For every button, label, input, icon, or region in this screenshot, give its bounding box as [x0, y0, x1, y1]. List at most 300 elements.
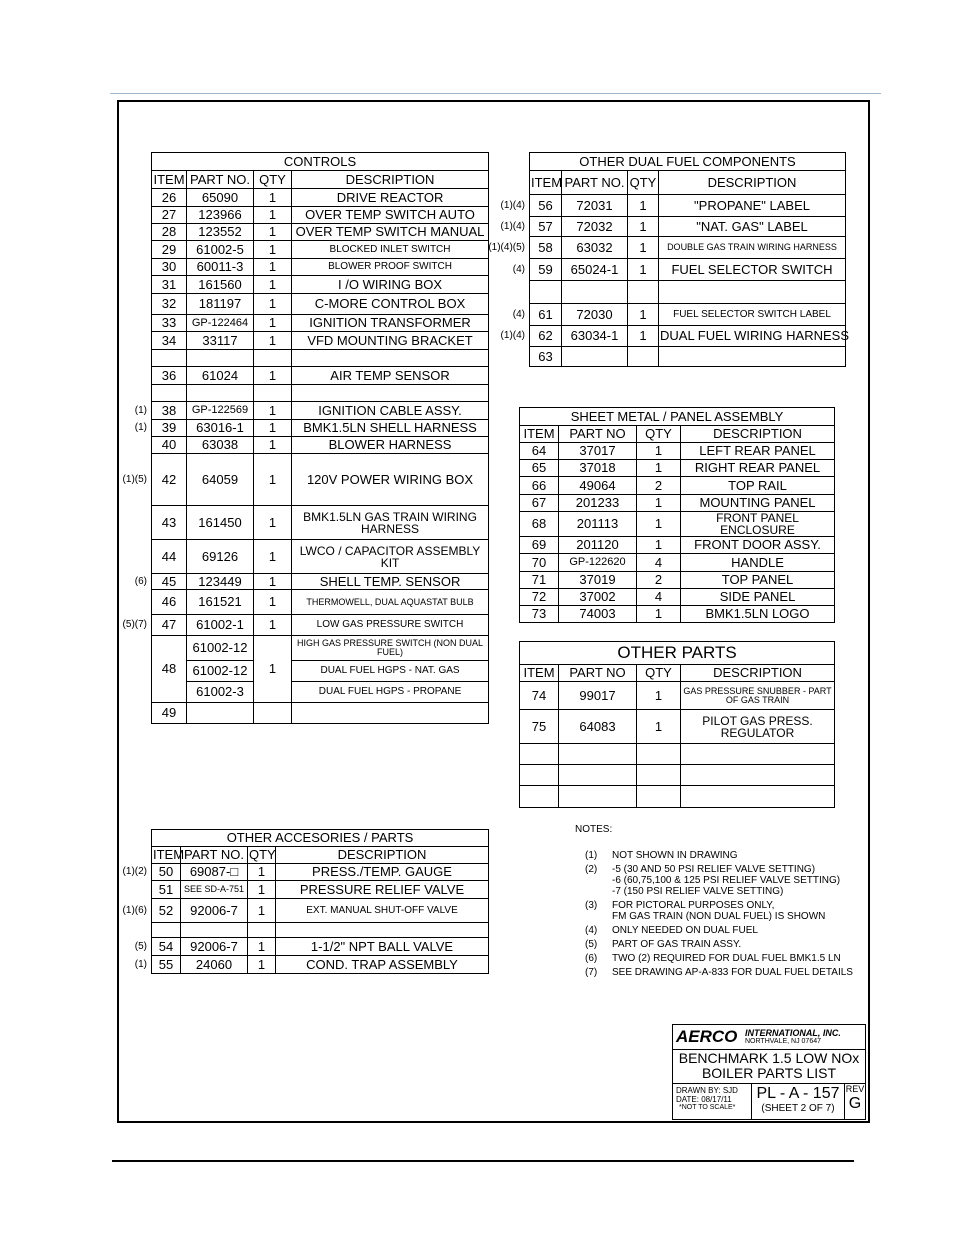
item-cell: 48 — [152, 636, 187, 703]
part-no-cell: 33117 — [187, 332, 254, 350]
description-cell: FRONT DOOR ASSY. — [681, 537, 835, 554]
description-cell — [659, 281, 846, 304]
table-row — [152, 224, 489, 241]
qty-cell: 1 — [628, 237, 659, 259]
item-cell: 55 — [152, 956, 181, 974]
qty-cell: 1 — [254, 315, 292, 332]
description-cell: IGNITION CABLE ASSY. — [292, 402, 489, 420]
table-row — [520, 744, 835, 765]
header-item: ITEM — [520, 426, 559, 443]
drawing-title-line2: BOILER PARTS LIST — [701, 1065, 837, 1081]
description-cell — [681, 765, 835, 786]
part-no-cell: 161521 — [187, 590, 254, 615]
part-no-cell: 201233 — [559, 495, 637, 512]
description-cell — [292, 703, 489, 724]
table-row — [152, 506, 489, 540]
part-no-cell: 72031 — [562, 195, 628, 217]
item-cell: 32 — [152, 294, 187, 315]
description-cell: BLOWER PROOF SWITCH — [292, 259, 489, 276]
item-cell: 65 — [520, 460, 559, 477]
description-cell: C-MORE CONTROL BOX — [292, 294, 489, 315]
sheet-number: (SHEET 2 OF 7) — [761, 1103, 835, 1114]
drawn-by: DRAWN BY: SJD — [676, 1086, 738, 1095]
note-item — [585, 864, 875, 897]
part-no-cell: 63032 — [562, 237, 628, 259]
header-qty: QTY — [628, 171, 659, 195]
item-cell: 29 — [152, 241, 187, 259]
note-number: (5) — [585, 939, 598, 950]
item-cell: 75 — [520, 710, 559, 744]
description-cell — [659, 347, 846, 367]
header-item: ITEM — [153, 847, 185, 862]
note-line: FOR PICTORAL PURPOSES ONLY, — [612, 900, 775, 911]
item-cell: 74 — [520, 682, 559, 710]
item-cell — [152, 923, 181, 938]
table-row — [520, 572, 835, 589]
description-cell: FUEL SELECTOR SWITCH LABEL — [659, 304, 846, 326]
qty-cell: 1 — [254, 207, 292, 224]
note-reference: (1) — [134, 404, 147, 416]
header-part-no: PART NO — [559, 665, 637, 682]
qty-cell — [637, 744, 681, 765]
note-reference: (1)(4) — [500, 199, 525, 211]
header-description: DESCRIPTION — [292, 171, 489, 189]
item-cell: 49 — [152, 703, 187, 724]
table-row — [152, 454, 489, 506]
note-line: -6 (60,75,100 & 125 PSI RELIEF VALVE SETTING) — [612, 875, 841, 886]
table-row — [152, 923, 489, 938]
part-no-cell: 63034-1 — [562, 326, 628, 347]
part-no-cell — [559, 765, 637, 786]
part-no-cell: 65024-1 — [562, 259, 628, 281]
table-row — [520, 495, 835, 512]
table-row — [520, 589, 835, 606]
part-no-cell: 69087-□ — [181, 864, 248, 881]
table-row — [152, 956, 489, 974]
item-cell: 42 — [152, 454, 187, 506]
header-part-no: PART NO — [559, 426, 637, 443]
table-row — [520, 606, 835, 623]
qty-cell: 1 — [254, 276, 292, 294]
note-line: -7 (150 PSI RELIEF VALVE SETTING) — [612, 886, 784, 897]
item-cell: 64 — [520, 443, 559, 460]
qty-cell: 1 — [248, 864, 276, 881]
description-cell: DRIVE REACTOR — [292, 189, 489, 207]
item-cell: 38 — [152, 402, 187, 420]
qty-cell: 1 — [637, 537, 681, 554]
qty-cell: 1 — [254, 420, 292, 437]
table-row — [152, 938, 489, 956]
qty-cell — [248, 923, 276, 938]
table-row — [152, 881, 489, 899]
part-no-cell — [562, 281, 628, 304]
table-row — [530, 304, 846, 326]
note-number: (1) — [585, 850, 598, 861]
table-row — [152, 385, 489, 402]
description-cell: COND. TRAP ASSEMBLY — [276, 956, 489, 974]
qty-cell: 1 — [637, 512, 681, 537]
item-cell: 34 — [152, 332, 187, 350]
note-item — [585, 850, 875, 861]
item-cell: 46 — [152, 590, 187, 615]
other-parts-table — [519, 641, 835, 808]
table-row — [152, 682, 489, 703]
note-reference: (1)(2) — [122, 866, 147, 877]
description-cell: DUAL FUEL WIRING HARNESS — [659, 326, 846, 347]
note-item — [585, 953, 875, 964]
table-row — [530, 347, 846, 367]
note-line: TWO (2) REQUIRED FOR DUAL FUEL BMK1.5 LN — [612, 953, 841, 964]
drawing-number: PL - A - 157 — [756, 1085, 840, 1102]
description-cell: HANDLE — [681, 554, 835, 572]
item-cell: 58 — [530, 237, 562, 259]
table-row — [520, 460, 835, 477]
description-cell: TOP PANEL — [681, 572, 835, 589]
qty-cell: 1 — [254, 615, 292, 636]
note-reference: (1)(4) — [500, 330, 525, 341]
description-cell: PRESS./TEMP. GAUGE — [276, 864, 489, 881]
note-reference: (1)(4) — [500, 220, 525, 232]
qty-cell — [628, 281, 659, 304]
part-no-cell: 61002-1 — [187, 615, 254, 636]
item-cell: 56 — [530, 195, 562, 217]
qty-cell: 2 — [637, 572, 681, 589]
table-row — [152, 864, 489, 881]
qty-cell: 1 — [254, 189, 292, 207]
part-no-cell — [187, 350, 254, 367]
part-no-cell: 92006-7 — [181, 899, 248, 923]
description-cell: "PROPANE" LABEL — [659, 195, 846, 217]
drawing-date: DATE: 08/17/11 — [676, 1095, 732, 1104]
part-no-cell: GP-122620 — [559, 554, 637, 572]
header-qty: QTY — [637, 426, 681, 443]
description-cell: BLOWER HARNESS — [292, 437, 489, 454]
note-line: NOT SHOWN IN DRAWING — [612, 850, 738, 861]
part-no-cell: GP-122569 — [187, 402, 254, 420]
controls-title: CONTROLS — [152, 153, 489, 171]
qty-cell: 1 — [254, 241, 292, 259]
table-row — [152, 276, 489, 294]
qty-cell: 4 — [637, 589, 681, 606]
revision: G — [848, 1095, 862, 1112]
scale-note: *NOT TO SCALE* — [679, 1104, 736, 1111]
part-no-cell: 74003 — [559, 606, 637, 623]
table-row — [152, 294, 489, 315]
note-reference: (1)(4)(5) — [488, 241, 525, 253]
table-row — [520, 710, 835, 744]
description-cell: BMK1.5LN SHELL HARNESS — [292, 420, 489, 437]
item-cell: 44 — [152, 540, 187, 574]
header-item: ITEM — [153, 171, 185, 187]
qty-cell: 1 — [637, 682, 681, 710]
table-row — [152, 350, 489, 367]
qty-cell: 1 — [254, 590, 292, 615]
qty-cell: 1 — [637, 495, 681, 512]
description-cell — [276, 923, 489, 938]
description-cell: BLOCKED INLET SWITCH — [292, 241, 489, 259]
table-row — [530, 281, 846, 304]
item-cell: 47 — [152, 615, 187, 636]
item-cell: 63 — [530, 347, 562, 367]
note-reference: (6) — [134, 575, 147, 587]
item-cell: 66 — [520, 477, 559, 495]
qty-cell: 1 — [254, 259, 292, 276]
qty-cell: 1 — [637, 460, 681, 477]
item-cell — [152, 385, 187, 402]
table-row — [530, 326, 846, 347]
description-cell: AIR TEMP SENSOR — [292, 367, 489, 385]
description-cell: GAS PRESSURE SNUBBER - PART OF GAS TRAIN — [681, 682, 835, 710]
company-name: INTERNATIONAL, INC. — [745, 1028, 841, 1038]
header-description: DESCRIPTION — [681, 426, 835, 443]
item-cell: 72 — [520, 589, 559, 606]
item-cell: 59 — [530, 259, 562, 281]
header-qty: QTY — [637, 665, 681, 682]
note-line: FM GAS TRAIN (NON DUAL FUEL) IS SHOWN — [612, 911, 826, 922]
description-cell: VFD MOUNTING BRACKET — [292, 332, 489, 350]
table-row — [520, 537, 835, 554]
qty-cell: 1 — [254, 294, 292, 315]
item-cell: 40 — [152, 437, 187, 454]
description-cell: BMK1.5LN LOGO — [681, 606, 835, 623]
dual-fuel-table — [529, 152, 850, 367]
header-description: DESCRIPTION — [659, 171, 846, 195]
dual-fuel-title: OTHER DUAL FUEL COMPONENTS — [530, 153, 846, 171]
part-no-cell: 61024 — [187, 367, 254, 385]
table-row — [520, 765, 835, 786]
table-row — [520, 786, 835, 808]
part-no-cell: 64083 — [559, 710, 637, 744]
note-reference: (1) — [134, 958, 147, 970]
description-cell: PILOT GAS PRESS. REGULATOR — [681, 710, 835, 744]
header-description: DESCRIPTION — [276, 847, 489, 864]
qty-cell: 1 — [254, 437, 292, 454]
controls-table — [151, 152, 489, 724]
notes-list — [585, 850, 875, 981]
qty-cell: 1 — [254, 367, 292, 385]
title-block — [672, 1024, 866, 1120]
description-cell: OVER TEMP SWITCH MANUAL — [292, 224, 489, 241]
table-row — [152, 703, 489, 724]
note-reference: (1) — [134, 422, 147, 433]
part-no-cell: 123449 — [187, 574, 254, 590]
qty-cell — [628, 347, 659, 367]
description-cell: "NAT. GAS" LABEL — [659, 217, 846, 237]
qty-cell: 1 — [628, 259, 659, 281]
accessories-table — [151, 829, 489, 974]
qty-cell — [637, 765, 681, 786]
part-no-cell: 61002-12 — [187, 636, 254, 661]
qty-cell: 2 — [637, 477, 681, 495]
table-row — [530, 237, 846, 259]
part-no-cell: 201113 — [559, 512, 637, 537]
description-cell: BMK1.5LN GAS TRAIN WIRING HARNESS — [292, 506, 489, 540]
table-row — [152, 420, 489, 437]
item-cell: 62 — [530, 326, 562, 347]
qty-cell: 1 — [248, 956, 276, 974]
description-cell: 120V POWER WIRING BOX — [292, 454, 489, 506]
note-reference: (1)(5) — [122, 473, 147, 485]
top-rule — [110, 93, 881, 94]
part-no-cell: 161560 — [187, 276, 254, 294]
qty-cell — [254, 703, 292, 724]
note-reference: (4) — [512, 308, 525, 320]
note-line: PART OF GAS TRAIN ASSY. — [612, 939, 742, 950]
note-item — [585, 967, 875, 978]
part-no-cell: 161450 — [187, 506, 254, 540]
part-no-cell: 61002-3 — [187, 682, 254, 703]
item-cell: 45 — [152, 574, 187, 590]
notes-heading: NOTES: — [575, 824, 613, 835]
item-cell: 43 — [152, 506, 187, 540]
table-row — [520, 512, 835, 537]
table-row — [152, 207, 489, 224]
description-cell: TOP RAIL — [681, 477, 835, 495]
description-cell: THERMOWELL, DUAL AQUASTAT BULB — [292, 590, 489, 615]
qty-cell: 1 — [628, 304, 659, 326]
description-cell: 1-1/2" NPT BALL VALVE — [276, 938, 489, 956]
item-cell: 51 — [152, 881, 181, 899]
qty-cell: 1 — [254, 454, 292, 506]
note-line: ONLY NEEDED ON DUAL FUEL — [612, 925, 758, 936]
other-parts-title: OTHER PARTS — [520, 642, 835, 665]
item-cell: 68 — [520, 512, 559, 537]
item-cell: 28 — [152, 224, 187, 241]
header-qty: QTY — [249, 847, 276, 862]
part-no-cell: 49064 — [559, 477, 637, 495]
item-cell: 27 — [152, 207, 187, 224]
qty-cell — [254, 350, 292, 367]
table-row — [530, 259, 846, 281]
sheet-metal-title: SHEET METAL / PANEL ASSEMBLY — [520, 408, 835, 426]
part-no-cell: 123966 — [187, 207, 254, 224]
qty-cell: 1 — [254, 636, 292, 703]
item-cell — [520, 786, 559, 808]
part-no-cell: 65090 — [187, 189, 254, 207]
part-no-cell: 37002 — [559, 589, 637, 606]
item-cell: 26 — [152, 189, 187, 207]
item-cell: 50 — [152, 864, 181, 881]
part-no-cell — [181, 923, 248, 938]
description-cell: LWCO / CAPACITOR ASSEMBLY KIT — [292, 540, 489, 574]
item-cell: 30 — [152, 259, 187, 276]
note-reference: (4) — [512, 263, 525, 275]
part-no-cell: 72032 — [562, 217, 628, 237]
bottom-rule — [112, 1160, 854, 1162]
header-part-no: PART NO. — [187, 171, 254, 189]
table-row — [152, 661, 489, 682]
part-no-cell: 72030 — [562, 304, 628, 326]
description-cell: RIGHT REAR PANEL — [681, 460, 835, 477]
qty-cell: 4 — [637, 554, 681, 572]
table-row — [520, 443, 835, 460]
table-row — [152, 367, 489, 385]
part-no-cell: 24060 — [181, 956, 248, 974]
description-cell — [681, 786, 835, 808]
table-row — [152, 259, 489, 276]
part-no-cell: 64059 — [187, 454, 254, 506]
item-cell: 67 — [520, 495, 559, 512]
description-cell: SHELL TEMP. SENSOR — [292, 574, 489, 590]
item-cell: 71 — [520, 572, 559, 589]
qty-cell: 1 — [628, 217, 659, 237]
note-reference: (5)(7) — [122, 619, 147, 630]
part-no-cell — [187, 703, 254, 724]
item-cell: 73 — [520, 606, 559, 623]
item-cell: 52 — [152, 899, 181, 923]
note-item — [585, 925, 875, 936]
note-item — [585, 939, 875, 950]
part-no-cell: 201120 — [559, 537, 637, 554]
qty-cell: 1 — [254, 506, 292, 540]
item-cell: 70 — [520, 554, 559, 572]
qty-cell: 1 — [628, 326, 659, 347]
table-row — [152, 590, 489, 615]
qty-cell: 1 — [637, 443, 681, 460]
description-cell: DUAL FUEL HGPS - PROPANE — [292, 682, 489, 703]
note-reference: (5) — [134, 940, 147, 952]
table-row — [152, 189, 489, 207]
part-no-cell: 37017 — [559, 443, 637, 460]
item-cell: 39 — [152, 420, 187, 437]
part-no-cell: 181197 — [187, 294, 254, 315]
part-no-cell: SEE SD-A-751 — [181, 881, 248, 899]
table-row — [520, 554, 835, 572]
note-line: -5 (30 AND 50 PSI RELIEF VALVE SETTING) — [612, 864, 816, 875]
qty-cell: 1 — [628, 195, 659, 217]
item-cell: 57 — [530, 217, 562, 237]
description-cell: LOW GAS PRESSURE SWITCH — [292, 615, 489, 636]
part-no-cell: 92006-7 — [181, 938, 248, 956]
table-row — [152, 899, 489, 923]
company-logo: AERCO — [676, 1027, 738, 1046]
qty-cell: 1 — [248, 899, 276, 923]
qty-cell: 1 — [248, 881, 276, 899]
description-cell: IGNITION TRANSFORMER — [292, 315, 489, 332]
part-no-cell: 63038 — [187, 437, 254, 454]
item-cell: 33 — [152, 315, 187, 332]
part-no-cell: 37019 — [559, 572, 637, 589]
note-line: SEE DRAWING AP-A-833 FOR DUAL FUEL DETAILS — [612, 967, 853, 978]
description-cell — [292, 350, 489, 367]
note-number: (4) — [585, 925, 598, 936]
note-number: (2) — [585, 864, 598, 875]
qty-cell: 1 — [637, 710, 681, 744]
note-reference: (1)(6) — [122, 904, 147, 916]
item-cell — [520, 744, 559, 765]
description-cell: FUEL SELECTOR SWITCH — [659, 259, 846, 281]
part-no-cell: 37018 — [559, 460, 637, 477]
part-no-cell — [562, 347, 628, 367]
part-no-cell — [559, 786, 637, 808]
part-no-cell: 61002-5 — [187, 241, 254, 259]
item-cell — [530, 281, 562, 304]
description-cell: DOUBLE GAS TRAIN WIRING HARNESS — [659, 237, 846, 259]
item-cell — [152, 350, 187, 367]
description-cell — [292, 385, 489, 402]
qty-cell: 1 — [248, 938, 276, 956]
part-no-cell: 61002-12 — [187, 661, 254, 682]
description-cell: SIDE PANEL — [681, 589, 835, 606]
item-cell: 36 — [152, 367, 187, 385]
qty-cell: 1 — [254, 332, 292, 350]
description-cell: PRESSURE RELIEF VALVE — [276, 881, 489, 899]
part-no-cell — [559, 744, 637, 765]
header-item: ITEM — [530, 171, 562, 195]
description-cell: DUAL FUEL HGPS - NAT. GAS — [292, 661, 489, 682]
part-no-cell: 69126 — [187, 540, 254, 574]
qty-cell: 1 — [254, 402, 292, 420]
